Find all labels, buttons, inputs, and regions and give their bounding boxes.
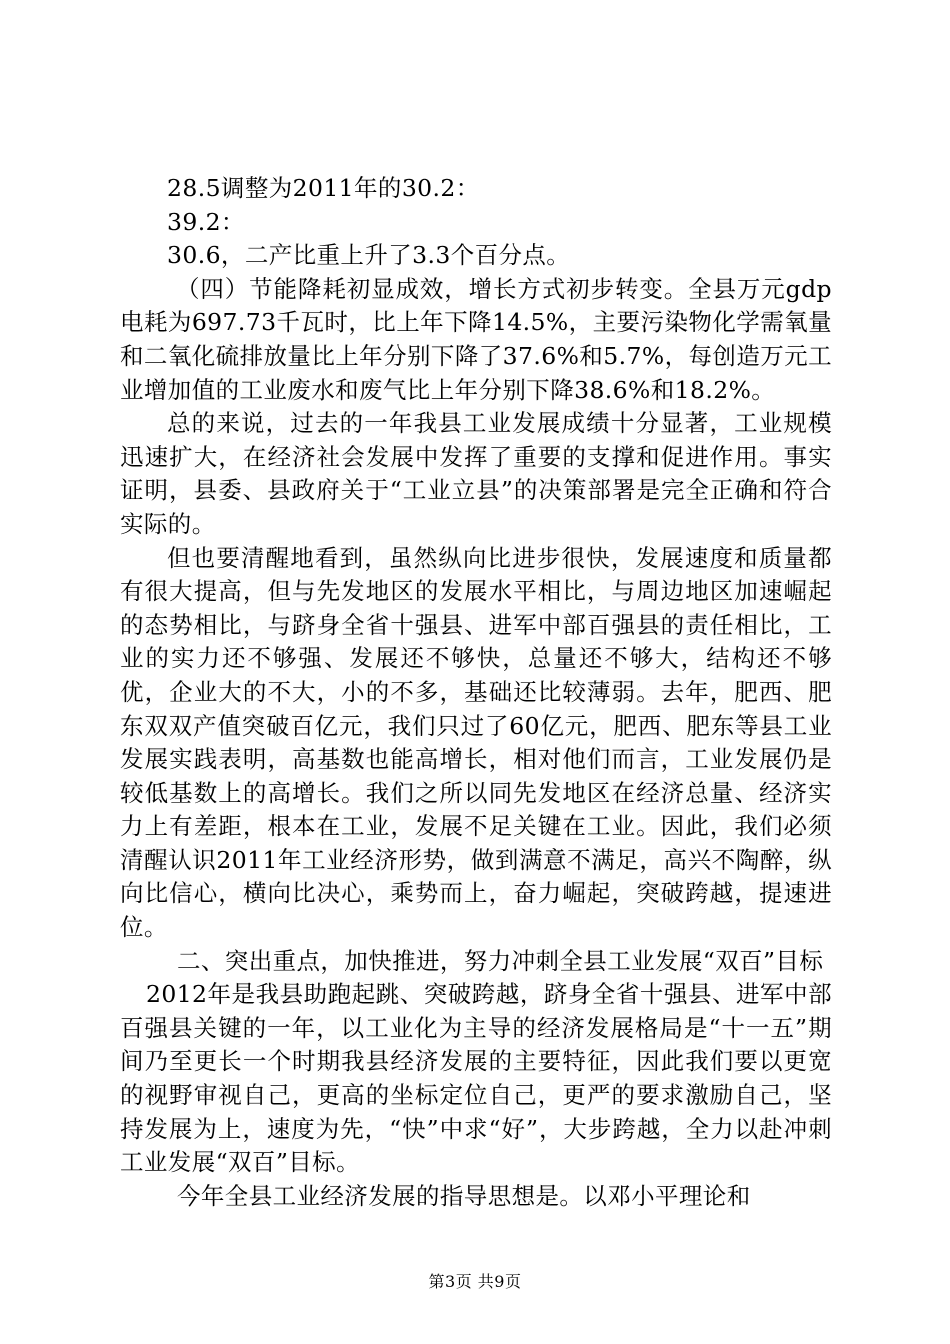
paragraph-guiding-ideology: 今年全县工业经济发展的指导思想是。以邓小平理论和 [177,1181,751,1210]
paragraph-summary: 总的来说，过去的一年我县工业发展成绩十分显著，工业规模迅速扩大，在经济社会发展中发挥了重要的支撑和促进作用。事实证明，县委、县政府关于“工业立县”的决策部署是完全正确和符合实际的。 [120,409,832,538]
paragraph-ratio-2011: 28.5调整为2011年的30.2： [167,174,480,202]
paragraph-ratio-third: 30.6，二产比重上升了3.3个百分点。 [167,241,571,270]
paragraph-energy-saving: （四）节能降耗初显成效，增长方式初步转变。全县万元gdp电耗为697.73千瓦时，比上年下降14.5%，主要污染物化学需氧量和二氧化硫排放量比上年分别下降了37.6%和5.7%，每创造万元工业增加值的工业废水和废气比上年分别下降38.6%和18.2%。 [120,274,832,404]
document-body [120,172,832,1213]
section-heading-two: 二、突出重点，加快推进，努力冲刺全县工业发展“双百”目标 [177,946,824,975]
paragraph-ratio-second: 39.2： [167,207,245,236]
page-footer: 第3页 共9页 [428,1272,522,1291]
paragraph-gap-analysis: 但也要清醒地看到，虽然纵向比进步很快，发展速度和质量都有很大提高，但与先发地区的发展水平相比，与周边地区加速崛起的态势相比，与跻身全省十强县、进军中部百强县的责任相比，工业的实力还不够强、发展还不够快，总量还不够大，结构还不够优，企业大的不大，小的不多，基础还比较薄弱。去年，肥西、肥东双双产值突破百亿元，我们只过了60亿元，肥西、肥东等县工业发展实践表明，高基数也能高增长，相对他们而言，工业发展仍是较低基数上的高增长。我们之所以同先发地区在经济总量、经济实力上有差距，根本在工业，发展不足关键在工业。因此，我们必须清醒认识2011年工业经济形势，做到满意不满足，高兴不陶醉，纵向比信心，横向比决心，乘势而上，奋力崛起，突破跨越，提速进位。 [120,543,832,942]
paragraph-2012-outlook: 2012年是我县助跑起跳、突破跨越，跻身全省十强县、进军中部百强县关键的一年，以工业化为主导的经济发展格局是“十一五”期间乃至更长一个时期我县经济发展的主要特征，因此我们要以更宽的视野审视自己，更高的坐标定位自己，更严的要求激励自己，坚持发展为上，速度为先，“快”中求“好”，大步跨越，全力以赴冲刺工业发展“双百”目标。 [120,980,832,1177]
